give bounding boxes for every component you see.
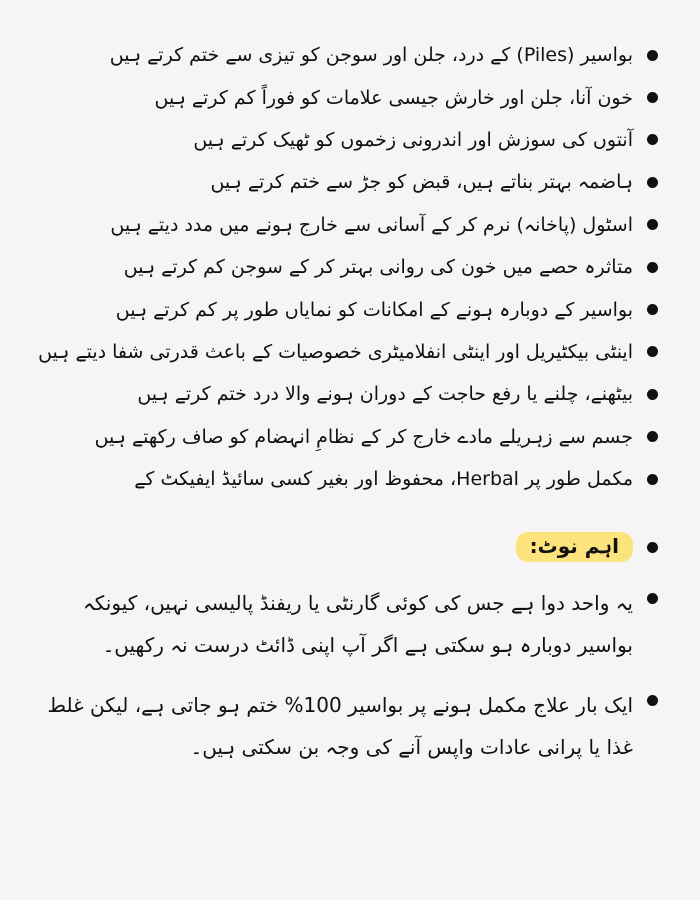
list-item	[20, 458, 680, 500]
list-item-text: خون آنا، جلن اور خارش جیسی علامات کو فوراً کم کرتے ہیں	[154, 86, 633, 109]
bullet-icon	[647, 219, 658, 230]
notes-heading: اہم نوٹ:	[516, 532, 633, 562]
list-item-text: جسم سے زہریلے مادے خارج کر کے نظامِ انہضام کو صاف رکھتے ہیں	[94, 425, 633, 448]
bullet-icon	[647, 346, 658, 357]
bullet-icon	[647, 542, 658, 553]
note-item	[20, 684, 680, 768]
list-item	[20, 416, 680, 458]
list-item	[20, 373, 680, 415]
list-item	[20, 119, 680, 161]
bullet-icon	[647, 389, 658, 400]
benefits-list	[20, 34, 680, 500]
list-item-text: متاثرہ حصے میں خون کی روانی بہتر کر کے سوجن کم کرتے ہیں	[123, 256, 633, 279]
list-item-text: ہاضمہ بہتر بناتے ہیں، قبض کو جڑ سے ختم کرتے ہیں	[210, 171, 633, 194]
bullet-icon	[647, 262, 658, 273]
notes-list	[20, 582, 680, 786]
list-item-text: مکمل طور پر Herbal، محفوظ اور بغیر کسی سائیڈ ایفیکٹ کے	[134, 468, 633, 491]
note-text: ایک بار علاج مکمل ہونے پر بواسیر 100% ختم ہو جاتی ہے، لیکن غلط غذا یا پرانی عادات واپس آنے کی وجہ بن سکتی ہیں۔	[47, 693, 633, 759]
bullet-icon	[647, 474, 658, 485]
list-item	[20, 76, 680, 118]
list-item	[20, 246, 680, 288]
list-item	[20, 34, 680, 76]
bullet-icon	[647, 695, 658, 706]
bullet-icon	[647, 92, 658, 103]
list-item-text: بیٹھنے، چلنے یا رفع حاجت کے دوران ہونے والا درد ختم کرتے ہیں	[137, 383, 633, 406]
list-item-text: اسٹول (پاخانہ) نرم کر کے آسانی سے خارج ہونے میں مدد دیتے ہیں	[110, 213, 633, 236]
bullet-icon	[647, 304, 658, 315]
list-item-text: بواسیر (Piles) کے درد، جلن اور سوجن کو تیزی سے ختم کرتے ہیں	[109, 44, 633, 67]
list-item	[20, 288, 680, 330]
list-item-text: آنتوں کی سوزش اور اندرونی زخموں کو ٹھیک کرتے ہیں	[193, 128, 633, 151]
bullet-icon	[647, 134, 658, 145]
list-item	[20, 331, 680, 373]
note-item	[20, 582, 680, 666]
bullet-icon	[647, 593, 658, 604]
list-item	[20, 161, 680, 203]
bullet-icon	[647, 431, 658, 442]
list-item	[20, 204, 680, 246]
list-item-text: بواسیر کے دوبارہ ہونے کے امکانات کو نمایاں طور پر کم کرتے ہیں	[115, 298, 633, 321]
bullet-icon	[647, 177, 658, 188]
note-text: یہ واحد دوا ہے جس کی کوئی گارنٹی یا ریفنڈ پالیسی نہیں، کیونکہ بواسیر دوبارہ ہو سکتی ہے اگر آپ اپنی ڈائٹ درست نہ رکھیں۔	[83, 591, 633, 657]
bullet-icon	[647, 50, 658, 61]
list-item-text: اینٹی بیکٹیریل اور اینٹی انفلامیٹری خصوصیات کے باعث قدرتی شفا دیتے ہیں	[38, 340, 633, 363]
notes-heading-row	[20, 532, 680, 562]
